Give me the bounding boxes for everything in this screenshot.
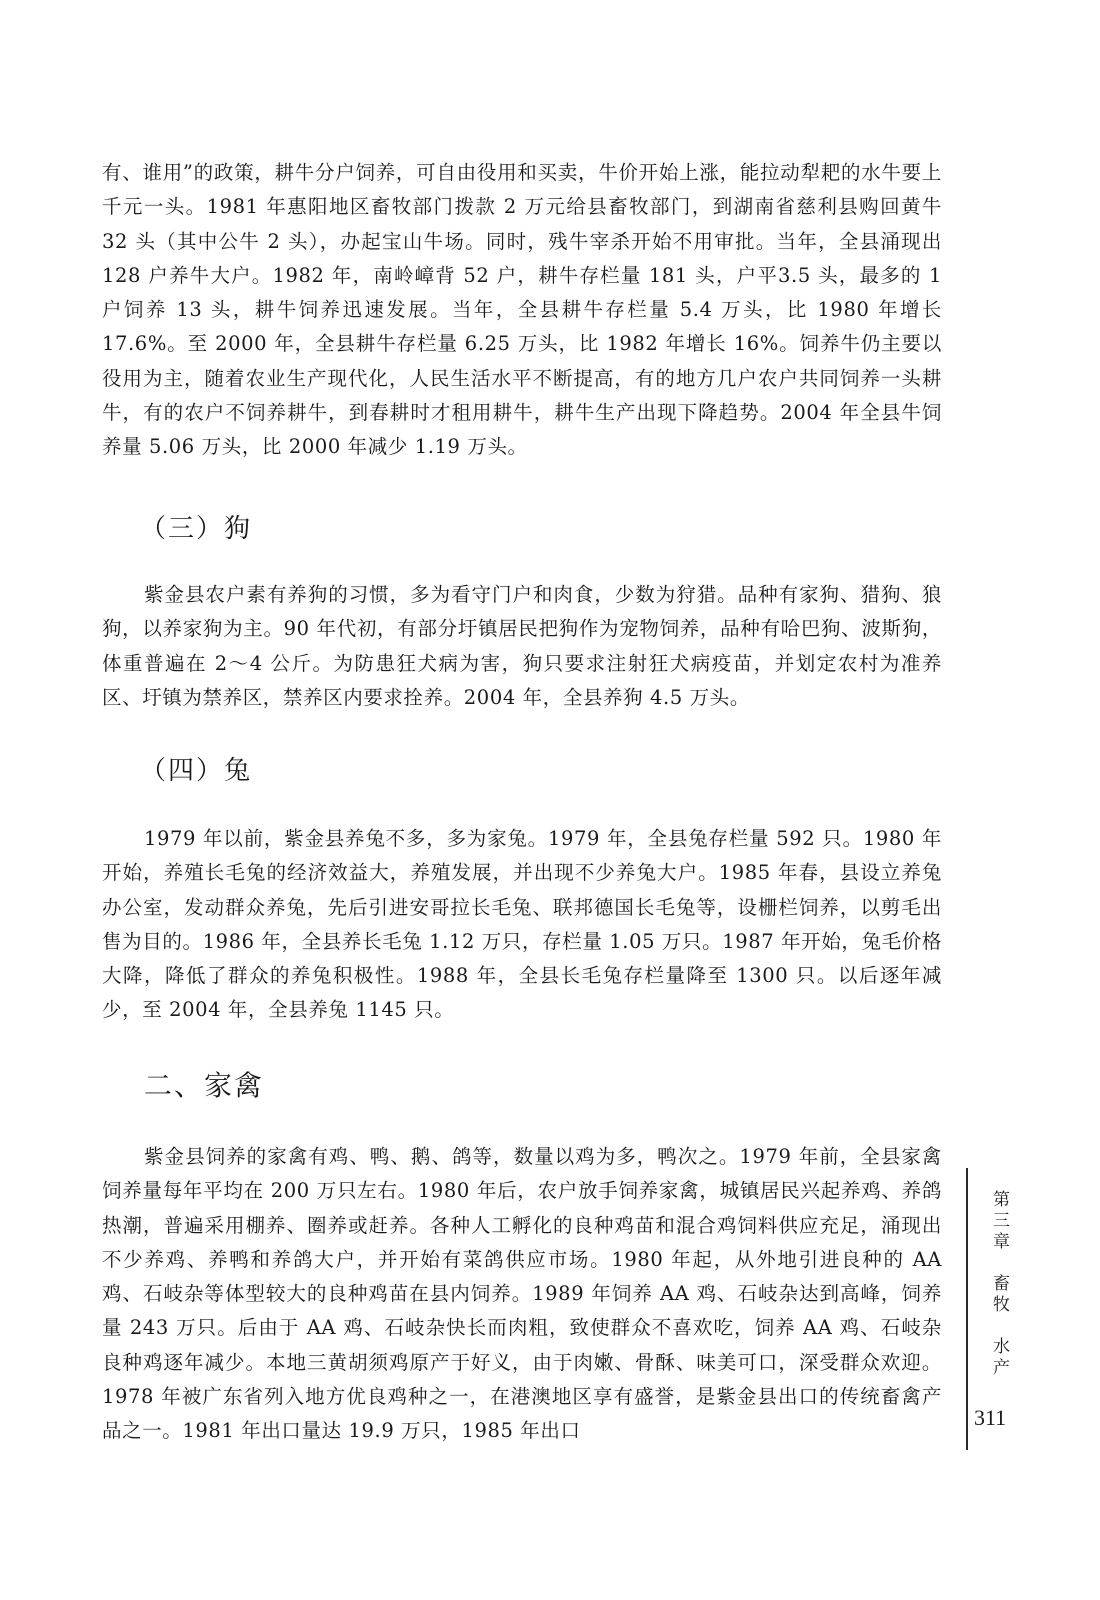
- heading-poultry: 二、家禽: [144, 1069, 265, 1102]
- heading-rabbit: （四）兔: [140, 756, 253, 786]
- dog-section: [102, 578, 942, 715]
- paragraph-cattle: 有、谁用”的政策，耕牛分户饲养，可自由役用和买卖，牛价开始上涨，能拉动犁耙的水牛要上千元一头。1981 年惠阳地区畜牧部门拨款 2 万元给县畜牧部门，到湖南省慈利县购回黄牛 32 头（其中公牛 2 头），办起宝山牛场。同时，残牛宰杀开始不用审批。当年，全县涌现出 128 户养牛大户。1982 年，南岭嶂背 52 户，耕牛存栏量 181 头，户平3.5 头，最多的 1 户饲养 13 头，耕牛饲养迅速发展。当年，全县耕牛存栏量 5.4 万头，比 1980 年增长 17.6%。至 2000 年，全县耕牛存栏量 6.25 万头，比 1982 年增长 16%。饲养牛仍主要以役用为主，随着农业生产现代化，人民生活水平不断提高，有的地方几户农户共同饲养一头耕牛，有的农户不饲养耕牛，到春耕时才租用耕牛，耕牛生产出现下降趋势。2004 年全县牛饲养量 5.06 万头，比 2000 年减少 1.19 万头。: [102, 161, 942, 459]
- heading-dog: （三）狗: [140, 514, 253, 544]
- rabbit-section: [102, 822, 942, 1028]
- margin-rule: [966, 1168, 968, 1450]
- paragraph-rabbit: 1979 年以前，紫金县养兔不多，多为家兔。1979 年，全县兔存栏量 592 只。1980 年开始，养殖长毛兔的经济效益大，养殖发展，并出现不少养兔大户。1985 年春，县设立养兔办公室，发动群众养兔，先后引进安哥拉长毛兔、联邦德国长毛兔等，设栅栏饲养，以剪毛出售为目的。1986 年，全县养长毛兔 1.12 万只，存栏量 1.05 万只。1987 年开始，兔毛价格大降，降低了群众的养兔积极性。1988 年，全县长毛兔存栏量降至 1300 只。以后逐年减少，至 2004 年，全县养兔 1145 只。: [102, 827, 942, 1022]
- cattle-section: [102, 156, 942, 465]
- poultry-section: [102, 1140, 942, 1449]
- page-number: 311: [974, 1405, 1007, 1430]
- chapter-side-label: 第三章 畜牧 水产: [989, 1190, 1009, 1379]
- paragraph-poultry: 紫金县饲养的家禽有鸡、鸭、鹅、鸽等，数量以鸡为多，鸭次之。1979 年前，全县家禽饲养量每年平均在 200 万只左右。1980 年后，农户放手饲养家禽，城镇居民兴起养鸡、养鸽热潮，普遍采用棚养、圈养或赶养。各种人工孵化的良种鸡苗和混合鸡饲料供应充足，涌现出不少养鸡、养鸭和养鸽大户，并开始有菜鸽供应市场。1980 年起，从外地引进良种的 AA 鸡、石岐杂等体型较大的良种鸡苗在县内饲养。1989 年饲养 AA 鸡、石岐杂达到高峰，饲养量 243 万只。后由于 AA 鸡、石岐杂快长而肉粗，致使群众不喜欢吃，饲养 AA 鸡、石岐杂良种鸡逐年减少。本地三黄胡须鸡原产于好义，由于肉嫩、骨酥、味美可口，深受群众欢迎。1978 年被广东省列入地方优良鸡种之一，在港澳地区享有盛誉，是紫金县出口的传统畜禽产品之一。1981 年出口量达 19.9 万只，1985 年出口: [102, 1145, 942, 1443]
- paragraph-dog: 紫金县农户素有养狗的习惯，多为看守门户和肉食，少数为狩猎。品种有家狗、猎狗、狼狗，以养家狗为主。90 年代初，有部分圩镇居民把狗作为宠物饲养，品种有哈巴狗、波斯狗，体重普遍在 2～4 公斤。为防患狂犬病为害，狗只要求注射狂犬病疫苗，并划定农村为准养区、圩镇为禁养区，禁养区内要求拴养。2004 年，全县养狗 4.5 万头。: [102, 583, 942, 709]
